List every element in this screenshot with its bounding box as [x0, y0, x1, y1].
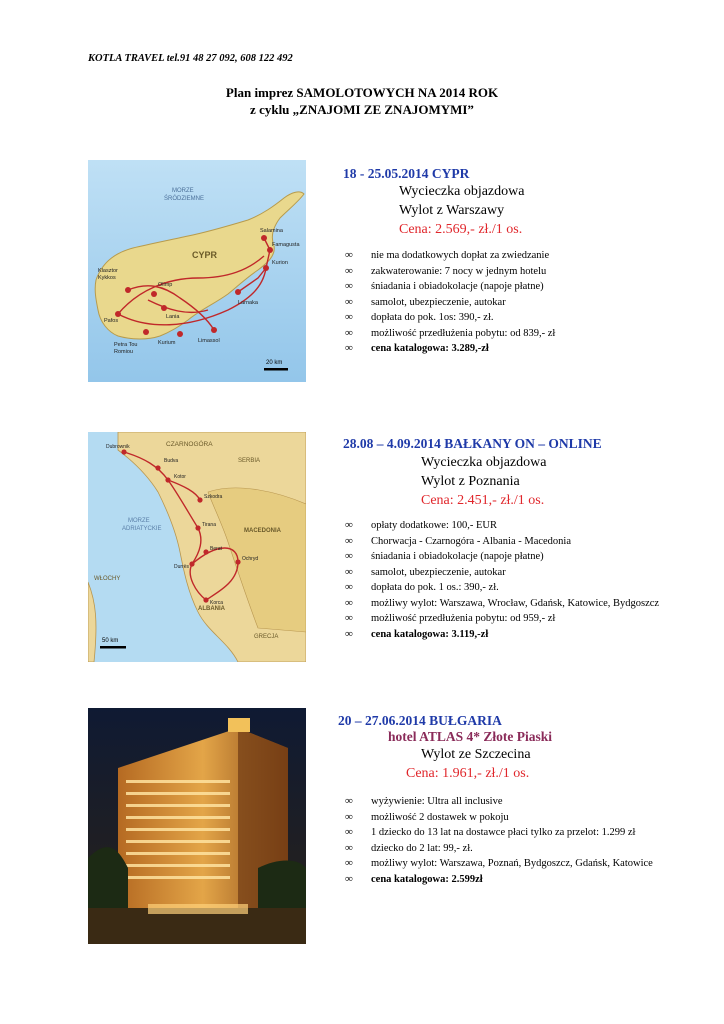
offer-line-departure: Wylot z Poznania [421, 474, 520, 489]
svg-text:ADRIATYCKIE: ADRIATYCKIE [122, 526, 162, 532]
svg-text:Durrës: Durrës [174, 564, 190, 570]
list-item: ∞ cena katalogowa: 2.599zł [345, 872, 483, 885]
svg-text:Kurium: Kurium [158, 340, 176, 346]
svg-text:Korca: Korca [210, 600, 224, 606]
svg-text:Salamina: Salamina [260, 228, 283, 234]
list-item: ∞ nie ma dodatkowych dopłat za zwiedzanie [345, 249, 550, 261]
svg-text:Kurion: Kurion [272, 260, 288, 266]
list-item: ∞ możliwość przedłużenia pobytu: od 839,- zł [345, 326, 556, 339]
svg-text:SERBIA: SERBIA [238, 458, 261, 464]
offer-bullet-list [345, 794, 685, 887]
offer-heading: 18 - 25.05.2014 CYPR [343, 166, 470, 181]
svg-text:GRECJA: GRECJA [254, 634, 279, 640]
hotel-name: hotel ATLAS 4* Złote Piaski [388, 729, 553, 744]
list-item: ∞ możliwość przedłużenia pobytu: od 959,- zł [345, 612, 556, 624]
svg-text:WŁOCHY: WŁOCHY [94, 576, 121, 582]
svg-text:Romiou: Romiou [114, 349, 133, 355]
balkans-map-image [88, 432, 306, 662]
page-subtitle: z cyklu „ZNAJOMI ZE ZNAJOMYMI” [250, 102, 474, 117]
offer-price: Cena: 2.569,- zł./1 os. [399, 222, 523, 237]
offer-bullet-list [345, 248, 675, 357]
map-label-sea1: MORZE [172, 188, 194, 194]
list-item: ∞ dziecko do 2 lat: 99,- zł. [345, 841, 473, 854]
map-label-sea2: ŚRÓDZIEMNE [164, 196, 205, 202]
list-item: ∞ zakwaterowanie: 7 nocy w jednym hotelu [345, 264, 547, 277]
offer-line-type: Wycieczka objazdowa [421, 455, 547, 470]
company-header: KOTLA TRAVEL tel.91 48 27 092, 608 122 492 [88, 53, 293, 64]
svg-text:Limassol: Limassol [198, 338, 220, 344]
svg-text:ALBANIA: ALBANIA [198, 606, 225, 612]
svg-text:Larnaka: Larnaka [238, 300, 258, 306]
list-item: ∞ samolot, ubezpieczenie, autokar [345, 295, 506, 308]
svg-text:CZARNOGÓRA: CZARNOGÓRA [166, 441, 213, 448]
list-item: ∞ dopłata do pok. 1os: 390,- zł. [345, 311, 494, 323]
svg-text:Ochryd: Ochryd [242, 556, 259, 562]
list-item: ∞ śniadania i obiadokolacje (napoje płatne) [345, 280, 544, 292]
list-item: ∞ możliwość 2 dostawek w pokoju [345, 810, 509, 823]
svg-text:Lania: Lania [166, 314, 180, 320]
map-label-country: CYPR [192, 250, 218, 260]
svg-text:Olimp: Olimp [158, 282, 173, 288]
svg-text:Budva: Budva [164, 458, 179, 464]
list-item: ∞ 1 dziecko do 13 lat na dostawce płaci tylko za przelot: 1.299 zł [345, 826, 636, 838]
offer-heading: 20 – 27.06.2014 BUŁGARIA [338, 713, 502, 728]
list-item: ∞ opłaty dodatkowe: 100,- EUR [345, 519, 497, 531]
svg-text:Petra Tou: Petra Tou [114, 342, 138, 348]
map-scale-label: 50 km [102, 638, 119, 644]
offer-line-departure: Wylot z Warszawy [399, 203, 505, 218]
map-scale-label: 20 km [266, 360, 283, 366]
list-item: ∞ Chorwacja - Czarnogóra - Albania - Macedonia [345, 534, 572, 547]
cyprus-map-image [88, 160, 306, 382]
offer-price: Cena: 2.451,- zł./1 os. [421, 493, 545, 508]
svg-text:Kykkos: Kykkos [98, 275, 116, 281]
svg-text:MORZE: MORZE [128, 518, 150, 524]
list-item: ∞ śniadania i obiadokolacje (napoje płatne) [345, 550, 544, 562]
svg-text:Berat: Berat [210, 546, 222, 552]
list-item: ∞ cena katalogowa: 3.289,-zł [345, 342, 489, 354]
svg-text:Szkodra: Szkodra [204, 494, 223, 500]
svg-text:Dubrownik: Dubrownik [106, 444, 130, 450]
list-item: ∞ możliwy wylot: Warszawa, Poznań, Bydgoszcz, Gdańsk, Katowice [345, 857, 653, 869]
list-item: ∞ cena katalogowa: 3.119,-zł [345, 627, 489, 640]
offer-heading: 28.08 – 4.09.2014 BAŁKANY ON – ONLINE [343, 436, 602, 451]
list-item: ∞ możliwy wylot: Warszawa, Wrocław, Gdańsk, Katowice, Bydgoszcz [345, 596, 660, 609]
offer-price: Cena: 1.961,- zł./1 os. [406, 766, 530, 781]
svg-text:Klasztor: Klasztor [98, 268, 118, 274]
list-item: ∞ dopłata do pok. 1 os.: 390,- zł. [345, 581, 499, 593]
svg-text:Tirana: Tirana [202, 522, 216, 528]
svg-text:Kotor: Kotor [174, 474, 186, 480]
svg-text:Pafos: Pafos [104, 318, 119, 324]
hotel-photo [88, 708, 306, 944]
list-item: ∞ wyżywienie: Ultra all inclusive [345, 795, 503, 807]
svg-text:MACEDONIA: MACEDONIA [244, 528, 281, 534]
page-title: Plan imprez SAMOLOTOWYCH NA 2014 ROK [225, 85, 499, 100]
svg-text:Famagusta: Famagusta [272, 242, 300, 248]
list-item: ∞ samolot, ubezpieczenie, autokar [345, 565, 506, 578]
offer-bullet-list [345, 518, 665, 642]
offer-line-type: Wycieczka objazdowa [399, 184, 525, 199]
offer-line-departure: Wylot ze Szczecina [421, 747, 531, 762]
